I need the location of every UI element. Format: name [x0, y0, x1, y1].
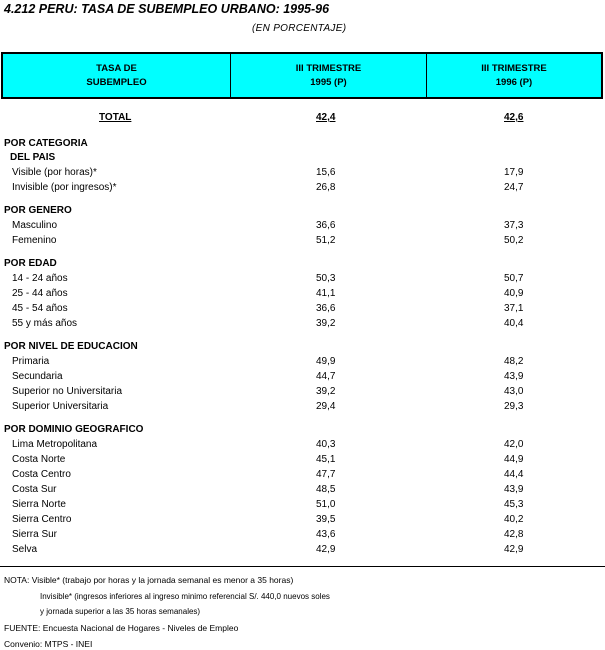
header-col2-line1: III TRIMESTRE: [295, 62, 362, 74]
row-value-1996: 43,0: [504, 386, 524, 397]
footer-divider: [0, 566, 605, 567]
table-row: [0, 318, 605, 332]
row-value-1996: 24,7: [504, 182, 524, 193]
total-value-1995: 42,4: [316, 112, 336, 123]
table-row: [0, 469, 605, 483]
row-label: Costa Norte: [12, 454, 66, 465]
section-title-category-2: DEL PAIS: [10, 152, 56, 163]
row-label: 14 - 24 años: [12, 273, 68, 284]
row-value-1996: 29,3: [504, 401, 524, 412]
agreement-note: Convenio: MTPS - INEI: [4, 639, 93, 649]
header-col3-line1: III TRIMESTRE: [481, 62, 547, 74]
row-value-1996: 50,2: [504, 235, 524, 246]
row-value-1995: 42,9: [316, 544, 336, 555]
row-label: Sierra Sur: [12, 529, 58, 540]
header-col2-line2: 1995 (P): [310, 76, 347, 88]
row-value-1996: 42,9: [504, 544, 524, 555]
row-value-1995: 51,0: [316, 499, 336, 510]
row-label: 45 - 54 años: [12, 303, 68, 314]
note-invisible-cont: y jornada superior a las 35 horas semanales): [40, 607, 201, 616]
row-value-1995: 39,5: [316, 514, 336, 525]
note-visible: NOTA: Visible* (trabajo por horas y la jornada semanal es menor a 35 horas): [4, 575, 294, 585]
row-value-1996: 45,3: [504, 499, 524, 510]
total-value-1996: 42,6: [504, 112, 524, 123]
row-value-1995: 48,5: [316, 484, 336, 495]
header-col-subemployment: [3, 54, 231, 97]
row-value-1995: 44,7: [316, 371, 336, 382]
row-value-1996: 42,0: [504, 439, 524, 450]
row-label: 55 y más años: [12, 318, 78, 329]
section-title-education: POR NIVEL DE EDUCACION: [4, 341, 138, 352]
row-label: Lima Metropolitana: [12, 439, 98, 450]
row-value-1995: 26,8: [316, 182, 336, 193]
row-label: Costa Sur: [12, 484, 57, 495]
header-col-1995: [231, 54, 427, 97]
row-label: Femenino: [12, 235, 57, 246]
row-value-1995: 36,6: [316, 220, 336, 231]
row-value-1996: 37,1: [504, 303, 524, 314]
row-value-1995: 49,9: [316, 356, 336, 367]
row-value-1996: 42,8: [504, 529, 524, 540]
row-label: Selva: [12, 544, 38, 555]
row-value-1996: 43,9: [504, 484, 524, 495]
table-row: [0, 454, 605, 468]
total-label: TOTAL: [99, 112, 132, 123]
row-value-1995: 29,4: [316, 401, 336, 412]
row-value-1995: 47,7: [316, 469, 336, 480]
row-value-1995: 36,6: [316, 303, 336, 314]
table-row: [0, 167, 605, 181]
row-label: Masculino: [12, 220, 58, 231]
row-label: Sierra Centro: [12, 514, 72, 525]
table-row: [0, 371, 605, 385]
section-title-geographic: POR DOMINIO GEOGRAFICO: [4, 424, 144, 435]
table-row: [0, 235, 605, 249]
row-value-1995: 39,2: [316, 386, 336, 397]
row-value-1995: 43,6: [316, 529, 336, 540]
row-value-1996: 50,7: [504, 273, 524, 284]
row-value-1996: 48,2: [504, 356, 524, 367]
row-label: Invisible (por ingresos)*: [12, 182, 117, 193]
row-value-1995: 15,6: [316, 167, 336, 178]
row-value-1995: 40,3: [316, 439, 336, 450]
row-value-1995: 39,2: [316, 318, 336, 329]
table-row: [0, 356, 605, 370]
total-row: [0, 112, 605, 126]
table-row: [0, 288, 605, 302]
row-label: Sierra Norte: [12, 499, 66, 510]
row-value-1995: 51,2: [316, 235, 336, 246]
row-value-1995: 45,1: [316, 454, 336, 465]
row-value-1996: 40,4: [504, 318, 524, 329]
row-value-1996: 17,9: [504, 167, 524, 178]
row-label: Superior Universitaria: [12, 401, 109, 412]
row-value-1996: 40,2: [504, 514, 524, 525]
table-row: [0, 484, 605, 498]
row-label: Secundaria: [12, 371, 63, 382]
table-header: [1, 52, 603, 99]
row-value-1995: 41,1: [316, 288, 336, 299]
table-row: [0, 544, 605, 558]
table-row: [0, 273, 605, 287]
note-invisible: Invisible* (ingresos inferiores al ingreso minimo referencial S/. 440,0 nuevos soles: [40, 592, 330, 601]
section-title-category: POR CATEGORIA: [4, 138, 88, 149]
table-row: [0, 303, 605, 317]
row-label: Primaria: [12, 356, 50, 367]
source-note: FUENTE: Encuesta Nacional de Hogares - Niveles de Empleo: [4, 623, 239, 633]
row-label: Superior no Universitaria: [12, 386, 123, 397]
header-col1-line2: SUBEMPLEO: [86, 76, 147, 88]
table-row: [0, 514, 605, 528]
header-col1-line1: TASA DE: [96, 62, 137, 74]
table-row: [0, 529, 605, 543]
row-value-1996: 43,9: [504, 371, 524, 382]
header-col3-line2: 1996 (P): [495, 76, 533, 88]
row-value-1996: 40,9: [504, 288, 524, 299]
page-subtitle: (EN PORCENTAJE): [252, 23, 347, 34]
row-label: Visible (por horas)*: [12, 167, 97, 178]
table-row: [0, 220, 605, 234]
row-value-1996: 44,4: [504, 469, 524, 480]
row-value-1996: 44,9: [504, 454, 524, 465]
section-title-gender: POR GENERO: [4, 205, 72, 216]
row-label: Costa Centro: [12, 469, 71, 480]
row-value-1995: 50,3: [316, 273, 336, 284]
row-value-1996: 37,3: [504, 220, 524, 231]
section-title-age: POR EDAD: [4, 258, 57, 269]
page-title: 4.212 PERU: TASA DE SUBEMPLEO URBANO: 1995-96: [4, 2, 330, 16]
table-row: [0, 386, 605, 400]
table-row: [0, 182, 605, 196]
table-row: [0, 499, 605, 513]
table-row: [0, 401, 605, 415]
header-col-1996: [427, 54, 601, 97]
table-row: [0, 439, 605, 453]
row-label: 25 - 44 años: [12, 288, 68, 299]
